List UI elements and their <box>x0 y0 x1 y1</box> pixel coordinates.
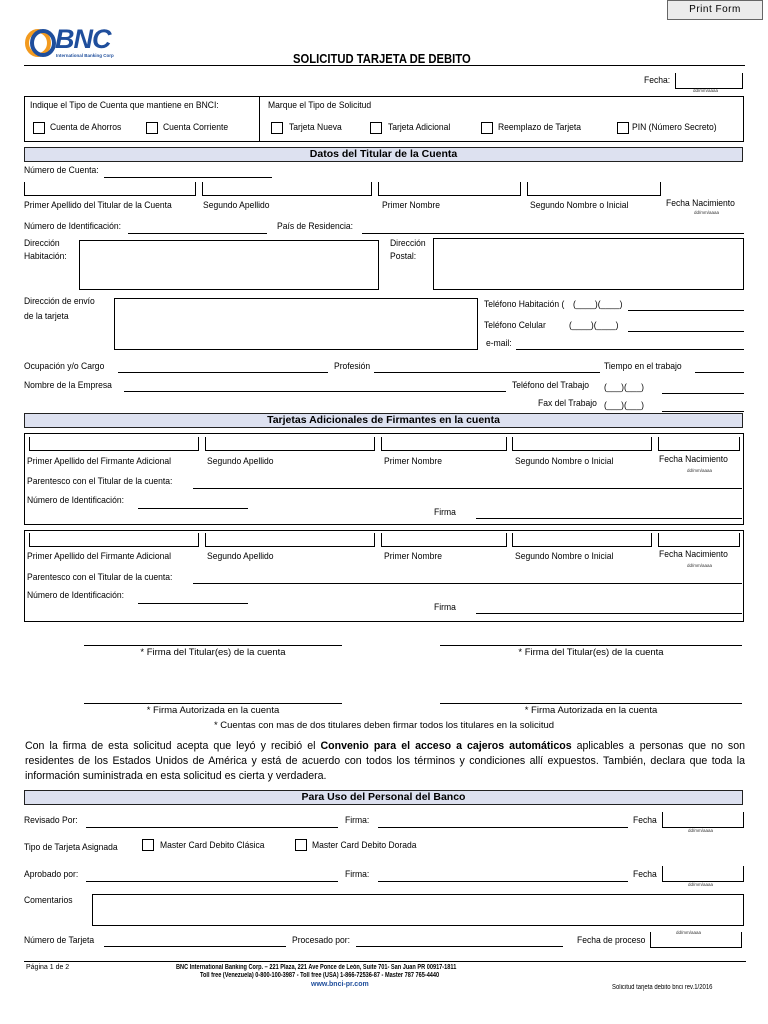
account-type-prompt: Indique el Tipo de Cuenta que mantiene en BNCI: <box>30 100 219 111</box>
agreement-convenio: Convenio para el acceso a cajeros automáticos <box>320 740 572 752</box>
reviewed-by-field[interactable] <box>86 827 338 828</box>
page-number: Página 1 de 2 <box>26 964 70 971</box>
agreement-text-1: Con la firma de esta solicitud acepta que leyó y recibió el <box>25 740 321 752</box>
holder-second-last-name-label: Segundo Apellido <box>203 200 270 211</box>
signer1-dob-hint: dd/mm/aaaa <box>687 468 713 473</box>
card-number-label: Número de Tarjeta <box>24 935 95 946</box>
authorized-signature-line-1[interactable] <box>84 703 342 704</box>
home-phone-field[interactable] <box>628 310 744 311</box>
signer1-second-last-name-label: Segundo Apellido <box>207 456 274 467</box>
reviewed-signature-label: Firma: <box>345 815 370 826</box>
reviewed-signature-field[interactable] <box>378 827 628 828</box>
logo-text: BNC <box>55 24 111 54</box>
signer2-dob-hint: dd/mm/aaaa <box>687 563 713 568</box>
agreement-text-2: aplicables a personas que no son residentes de los Estados Unidos de América y está de acuerdo con todos los términos y condiciones allí expuestos. También, declara que toda la información suministrada en esta solicitud es cierta y verdadera. <box>25 740 745 782</box>
signer1-relationship-label: Parentesco con el Titular de la cuenta: <box>27 476 173 487</box>
work-fax-field[interactable] <box>662 411 744 412</box>
holder-signature-line-1[interactable] <box>84 645 342 646</box>
footer-rule <box>24 961 746 962</box>
signer1-first-name-field[interactable] <box>381 437 507 451</box>
cell-phone-area: (____)(____) <box>569 320 619 331</box>
authorized-signature-label-1: * Firma Autorizada en la cuenta <box>146 705 280 716</box>
signer1-id-label: Número de Identificación: <box>27 495 124 506</box>
signer1-last-name-field[interactable] <box>29 437 199 451</box>
approved-by-field[interactable] <box>86 881 338 882</box>
home-phone-label: Teléfono Habitación ( <box>484 299 565 310</box>
signer2-dob-label: Fecha Nacimiento <box>659 549 728 560</box>
holder-id-label: Número de Identificación: <box>24 221 121 232</box>
card-number-field[interactable] <box>104 946 286 947</box>
home-address-label-2: Habitación: <box>24 251 67 262</box>
account-request-divider <box>259 96 260 142</box>
approved-signature-label: Firma: <box>345 869 370 880</box>
checkbox-gold[interactable] <box>295 839 307 851</box>
holder-first-name-label: Primer Nombre <box>382 200 440 211</box>
cell-phone-field[interactable] <box>628 331 744 332</box>
date-field[interactable] <box>675 73 743 89</box>
request-type-prompt: Marque el Tipo de Solicitud <box>268 100 372 111</box>
signer1-id-field[interactable] <box>138 508 248 509</box>
signer1-signature-field[interactable] <box>476 518 742 519</box>
profession-label: Profesión <box>334 361 371 372</box>
pin-label: PIN (Número Secreto) <box>632 122 717 133</box>
signer2-dob-field[interactable] <box>658 533 740 547</box>
signer2-first-name-field[interactable] <box>381 533 507 547</box>
work-fax-area: (___)(___) <box>604 400 644 411</box>
email-label: e-mail: <box>486 338 512 349</box>
signer2-signature-label: Firma <box>434 602 456 613</box>
postal-address-field[interactable] <box>433 238 744 290</box>
signer1-last-name-label: Primer Apellido del Firmante Adicional <box>27 456 171 467</box>
logo-subtitle: International Banking Corp <box>56 53 114 58</box>
footer-website[interactable]: www.bnci-pr.com <box>311 981 369 988</box>
checkbox-checking[interactable] <box>146 122 158 134</box>
cell-phone-label: Teléfono Celular <box>484 320 546 331</box>
process-date-hint: dd/mm/aaaa <box>676 930 702 935</box>
holder-middle-name-field[interactable] <box>527 182 661 196</box>
holder-middle-name-label: Segundo Nombre o Inicial <box>530 200 629 211</box>
processed-by-label: Procesado por: <box>292 935 350 946</box>
additional-card-label: Tarjeta Adicional <box>388 122 451 133</box>
title-underline <box>24 65 745 66</box>
bnc-logo <box>24 26 124 62</box>
home-address-field[interactable] <box>79 240 379 290</box>
classic-label: Master Card Debito Clásica <box>160 840 265 851</box>
signer1-second-last-name-field[interactable] <box>205 437 375 451</box>
signer2-relationship-field[interactable] <box>193 583 742 584</box>
footer-phones: Toll free (Venezuela) 0-800-100-3987 - Toll free (USA) 1-866-72536-87 - Master 787 765-4440 <box>200 972 440 979</box>
signatures-note: * Cuentas con mas de dos titulares deben firmar todos los titulares en la solicitud <box>213 720 555 731</box>
holder-signature-line-2[interactable] <box>440 645 742 646</box>
signer2-middle-name-field[interactable] <box>512 533 652 547</box>
checkbox-pin[interactable] <box>617 122 629 134</box>
savings-label: Cuenta de Ahorros <box>50 122 122 133</box>
date-label: Fecha: <box>644 75 671 86</box>
process-date-label: Fecha de proceso <box>577 935 646 946</box>
time-at-job-field[interactable] <box>695 372 744 373</box>
signer1-middle-name-label: Segundo Nombre o Inicial <box>515 456 614 467</box>
approved-date-field[interactable] <box>662 866 744 882</box>
signer2-id-label: Número de Identificación: <box>27 590 124 601</box>
checkbox-new-card[interactable] <box>271 122 283 134</box>
reviewed-date-field[interactable] <box>662 812 744 828</box>
checkbox-replacement[interactable] <box>481 122 493 134</box>
approved-by-label: Aprobado por: <box>24 869 79 880</box>
reviewed-date-hint: dd/mm/aaaa <box>688 828 714 833</box>
signer2-id-field[interactable] <box>138 603 248 604</box>
card-address-label-2: de la tarjeta <box>24 311 69 322</box>
approved-date-label: Fecha <box>633 869 657 880</box>
signer2-last-name-label: Primer Apellido del Firmante Adicional <box>27 551 171 562</box>
postal-address-label-1: Dirección <box>390 238 426 249</box>
processed-by-field[interactable] <box>356 946 563 947</box>
page-title: SOLICITUD TARJETA DE DEBITO <box>293 52 471 66</box>
work-phone-area: (___)(___) <box>604 382 644 393</box>
print-form-button[interactable]: Print Form <box>667 0 763 20</box>
approved-signature-field[interactable] <box>378 881 628 882</box>
checkbox-classic[interactable] <box>142 839 154 851</box>
section-additional-cards: Tarjetas Adicionales de Firmantes en la cuenta <box>24 413 743 428</box>
footer-address: BNC International Banking Corp. – 221 Plaza, 221 Ave Ponce de León, Suite 701- San Juan PR 00917-1811 <box>176 964 457 971</box>
comments-label: Comentarios <box>24 895 73 906</box>
occupation-label: Ocupación y/o Cargo <box>24 361 105 372</box>
authorized-signature-label-2: * Firma Autorizada en la cuenta <box>524 705 658 716</box>
signer2-relationship-label: Parentesco con el Titular de la cuenta: <box>27 572 173 583</box>
form-code: Solicitud tarjeta debito bnci rev.1/2016 <box>612 984 713 991</box>
card-address-field[interactable] <box>114 298 478 350</box>
postal-address-label-2: Postal: <box>390 251 417 262</box>
occupation-field[interactable] <box>118 372 328 373</box>
section-bank-use: Para Uso del Personal del Banco <box>24 790 743 805</box>
holder-first-name-field[interactable] <box>378 182 521 196</box>
account-number-label: Número de Cuenta: <box>24 165 99 176</box>
signer1-relationship-field[interactable] <box>193 488 742 489</box>
signer1-middle-name-field[interactable] <box>512 437 652 451</box>
holder-dob-hint: dd/mm/aaaa <box>694 210 720 215</box>
replacement-label: Reemplazo de Tarjeta <box>498 122 582 133</box>
work-phone-label: Teléfono del Trabajo <box>512 380 590 391</box>
signer2-second-last-name-field[interactable] <box>205 533 375 547</box>
signer2-signature-field[interactable] <box>476 613 742 614</box>
residence-field[interactable] <box>362 233 744 234</box>
checking-label: Cuenta Corriente <box>163 122 229 133</box>
holder-id-field[interactable] <box>128 233 267 234</box>
authorized-signature-line-2[interactable] <box>440 703 742 704</box>
signer1-dob-field[interactable] <box>658 437 740 451</box>
gold-label: Master Card Debito Dorada <box>312 840 417 851</box>
company-label: Nombre de la Empresa <box>24 380 112 391</box>
signer1-signature-label: Firma <box>434 507 456 518</box>
home-address-label-1: Dirección <box>24 238 60 249</box>
agreement-paragraph <box>25 739 745 784</box>
time-at-job-label: Tiempo en el trabajo <box>604 361 682 372</box>
reviewed-by-label: Revisado Por: <box>24 815 78 826</box>
reviewed-date-label: Fecha <box>633 815 657 826</box>
signer2-first-name-label: Primer Nombre <box>384 551 442 562</box>
residence-label: País de Residencia: <box>277 221 354 232</box>
holder-last-name-label: Primer Apellido del Titular de la Cuenta <box>24 200 172 211</box>
home-phone-area: (____)(____) <box>573 299 623 310</box>
signer2-second-last-name-label: Segundo Apellido <box>207 551 274 562</box>
checkbox-additional-card[interactable] <box>370 122 382 134</box>
work-fax-label: Fax del Trabajo <box>538 398 597 409</box>
signer1-dob-label: Fecha Nacimiento <box>659 454 728 465</box>
card-type-label: Tipo de Tarjeta Asignada <box>24 842 118 853</box>
new-card-label: Tarjeta Nueva <box>289 122 342 133</box>
work-phone-field[interactable] <box>662 393 744 394</box>
card-address-label-1: Dirección de envío <box>24 296 95 307</box>
checkbox-savings[interactable] <box>33 122 45 134</box>
signer2-last-name-field[interactable] <box>29 533 199 547</box>
holder-signature-label-2: * Firma del Titular(es) de la cuenta <box>518 647 664 658</box>
signer2-middle-name-label: Segundo Nombre o Inicial <box>515 551 614 562</box>
comments-field[interactable] <box>92 894 744 926</box>
signer1-first-name-label: Primer Nombre <box>384 456 442 467</box>
holder-second-last-name-field[interactable] <box>202 182 372 196</box>
account-number-field[interactable] <box>104 177 272 178</box>
profession-field[interactable] <box>374 372 600 373</box>
holder-signature-label-1: * Firma del Titular(es) de la cuenta <box>140 647 286 658</box>
holder-last-name-field[interactable] <box>24 182 196 196</box>
bnc-logo-mark-icon <box>24 28 58 58</box>
section-holder-data: Datos del Titular de la Cuenta <box>24 147 743 162</box>
date-format-hint: dd/mm/aaaa <box>693 88 719 93</box>
approved-date-hint: dd/mm/aaaa <box>688 882 714 887</box>
company-field[interactable] <box>124 391 506 392</box>
email-field[interactable] <box>516 349 744 350</box>
holder-dob-label: Fecha Nacimiento <box>666 198 735 209</box>
